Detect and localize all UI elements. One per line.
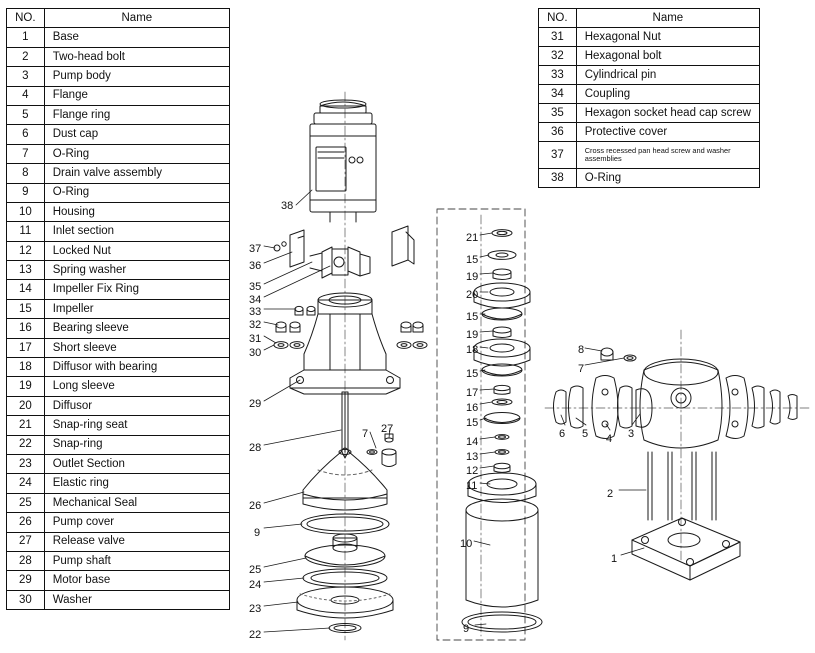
part-name: Long sleeve bbox=[44, 377, 229, 396]
table-row bbox=[539, 85, 760, 104]
callout-15: 15 bbox=[466, 417, 479, 429]
part-number: 10 bbox=[7, 202, 45, 221]
part-number: 12 bbox=[7, 241, 45, 260]
table-row bbox=[539, 169, 760, 188]
part-name: Cross recessed pan head screw and washer assemblies bbox=[576, 142, 759, 169]
table-header-row bbox=[539, 9, 760, 28]
part-number: 27 bbox=[7, 532, 45, 551]
table-row bbox=[7, 299, 230, 318]
part-number: 23 bbox=[7, 454, 45, 473]
table-row bbox=[7, 319, 230, 338]
part-number: 36 bbox=[539, 123, 577, 142]
column-header-no: NO. bbox=[7, 9, 45, 28]
callout-7: 7 bbox=[362, 428, 369, 440]
table-row bbox=[7, 241, 230, 260]
part-name: Hexagonal bolt bbox=[576, 47, 759, 66]
table-row bbox=[7, 47, 230, 66]
callout-31: 31 bbox=[249, 333, 262, 345]
motor-assembly bbox=[310, 100, 376, 222]
table-row bbox=[7, 144, 230, 163]
part-number: 26 bbox=[7, 513, 45, 532]
part-name: Inlet section bbox=[44, 222, 229, 241]
part-name: Bearing sleeve bbox=[44, 319, 229, 338]
callout-22: 22 bbox=[249, 629, 262, 641]
callout-9: 9 bbox=[463, 623, 470, 635]
callout-16: 16 bbox=[466, 402, 479, 414]
callout-23: 23 bbox=[249, 603, 262, 615]
part-number: 5 bbox=[7, 105, 45, 124]
callout-32: 32 bbox=[249, 319, 262, 331]
callout-5: 5 bbox=[582, 428, 589, 440]
part-number: 28 bbox=[7, 551, 45, 570]
table-row bbox=[7, 532, 230, 551]
part-name: Elastic ring bbox=[44, 474, 229, 493]
callout-8: 8 bbox=[578, 344, 585, 356]
callout-29: 29 bbox=[249, 398, 262, 410]
table-row bbox=[539, 66, 760, 85]
part-name: Pump cover bbox=[44, 513, 229, 532]
table-row bbox=[7, 202, 230, 221]
part-name: Pump shaft bbox=[44, 551, 229, 570]
mechanical-seal bbox=[305, 534, 385, 567]
part-name: Two-head bolt bbox=[44, 47, 229, 66]
callout-21: 21 bbox=[466, 232, 479, 244]
part-name: Pump body bbox=[44, 67, 229, 86]
outlet-section bbox=[297, 587, 393, 618]
part-name: Drain valve assembly bbox=[44, 164, 229, 183]
part-number: 19 bbox=[7, 377, 45, 396]
coupling-group bbox=[274, 226, 427, 348]
table-row bbox=[7, 338, 230, 357]
callout-24: 24 bbox=[249, 579, 262, 591]
part-number: 18 bbox=[7, 358, 45, 377]
o-ring-9 bbox=[301, 514, 389, 534]
table-row bbox=[539, 47, 760, 66]
part-number: 21 bbox=[7, 416, 45, 435]
part-number: 33 bbox=[539, 66, 577, 85]
callout-4: 4 bbox=[606, 433, 613, 445]
part-number: 24 bbox=[7, 474, 45, 493]
table-row bbox=[7, 435, 230, 454]
part-name: Base bbox=[44, 28, 229, 47]
part-name: Impeller Fix Ring bbox=[44, 280, 229, 299]
table-row bbox=[539, 123, 760, 142]
part-name: Mechanical Seal bbox=[44, 493, 229, 512]
part-number: 6 bbox=[7, 125, 45, 144]
callout-36: 36 bbox=[249, 260, 262, 272]
callout-1: 1 bbox=[611, 553, 618, 565]
part-name: O-Ring bbox=[44, 144, 229, 163]
part-number: 8 bbox=[7, 164, 45, 183]
elastic-ring bbox=[303, 569, 387, 587]
part-number: 32 bbox=[539, 47, 577, 66]
table-row bbox=[539, 104, 760, 123]
table-row bbox=[7, 86, 230, 105]
callout-15: 15 bbox=[466, 254, 479, 266]
part-number: 31 bbox=[539, 28, 577, 47]
part-number: 30 bbox=[7, 590, 45, 609]
part-number: 3 bbox=[7, 67, 45, 86]
part-number: 22 bbox=[7, 435, 45, 454]
part-name: Housing bbox=[44, 202, 229, 221]
part-number: 17 bbox=[7, 338, 45, 357]
callout-19: 19 bbox=[466, 329, 479, 341]
table-header-row bbox=[7, 9, 230, 28]
parts-table-right bbox=[538, 8, 760, 188]
part-name: Snap-ring seat bbox=[44, 416, 229, 435]
table-row bbox=[7, 183, 230, 202]
column-header-no: NO. bbox=[539, 9, 577, 28]
pump-shaft bbox=[340, 392, 350, 458]
part-number: 2 bbox=[7, 47, 45, 66]
part-name: Outlet Section bbox=[44, 454, 229, 473]
part-number: 16 bbox=[7, 319, 45, 338]
part-name: Short sleeve bbox=[44, 338, 229, 357]
callout-19: 19 bbox=[466, 271, 479, 283]
callout-9: 9 bbox=[254, 527, 261, 539]
callout-38: 38 bbox=[281, 200, 294, 212]
part-name: Cylindrical pin bbox=[576, 66, 759, 85]
table-row bbox=[7, 261, 230, 280]
part-number: 35 bbox=[539, 104, 577, 123]
part-name: Impeller bbox=[44, 299, 229, 318]
callout-10: 10 bbox=[460, 538, 473, 550]
callout-28: 28 bbox=[249, 442, 262, 454]
callout-27: 27 bbox=[381, 423, 394, 435]
part-number: 13 bbox=[7, 261, 45, 280]
parts-table-left bbox=[6, 8, 230, 610]
table-row bbox=[7, 416, 230, 435]
callout-37: 37 bbox=[249, 243, 262, 255]
part-name: O-Ring bbox=[44, 183, 229, 202]
snap-ring bbox=[329, 624, 361, 633]
part-name: Washer bbox=[44, 590, 229, 609]
table-row bbox=[7, 513, 230, 532]
table-row bbox=[7, 67, 230, 86]
part-number: 34 bbox=[539, 85, 577, 104]
column-header-name: Name bbox=[576, 9, 759, 28]
callout-13: 13 bbox=[466, 451, 479, 463]
part-name: Diffusor with bearing bbox=[44, 358, 229, 377]
part-number: 9 bbox=[7, 183, 45, 202]
table-row bbox=[7, 222, 230, 241]
callout-18: 18 bbox=[466, 344, 479, 356]
table-row bbox=[7, 105, 230, 124]
callout-15: 15 bbox=[466, 368, 479, 380]
part-name: Coupling bbox=[576, 85, 759, 104]
part-name: Flange bbox=[44, 86, 229, 105]
callout-15: 15 bbox=[466, 311, 479, 323]
callout-20: 20 bbox=[466, 289, 479, 301]
part-number: 20 bbox=[7, 396, 45, 415]
table-row bbox=[7, 454, 230, 473]
table-row bbox=[7, 377, 230, 396]
table-row bbox=[7, 358, 230, 377]
callout-7: 7 bbox=[578, 363, 585, 375]
part-number: 4 bbox=[7, 86, 45, 105]
part-number: 7 bbox=[7, 144, 45, 163]
callout-34: 34 bbox=[249, 294, 262, 306]
part-number: 37 bbox=[539, 142, 577, 169]
part-number: 15 bbox=[7, 299, 45, 318]
callout-6: 6 bbox=[559, 428, 566, 440]
callout-30: 30 bbox=[249, 347, 262, 359]
table-row bbox=[7, 571, 230, 590]
callout-3: 3 bbox=[628, 428, 635, 440]
callout-33: 33 bbox=[249, 306, 262, 318]
part-name: O-Ring bbox=[576, 169, 759, 188]
table-row bbox=[7, 280, 230, 299]
table-row bbox=[7, 551, 230, 570]
part-number: 11 bbox=[7, 222, 45, 241]
callout-26: 26 bbox=[249, 500, 262, 512]
motor-base bbox=[290, 293, 400, 394]
table-row bbox=[7, 28, 230, 47]
callout-17: 17 bbox=[466, 387, 479, 399]
part-number: 1 bbox=[7, 28, 45, 47]
callout-35: 35 bbox=[249, 281, 262, 293]
table-row bbox=[7, 396, 230, 415]
callout-12: 12 bbox=[466, 465, 479, 477]
callout-11: 11 bbox=[466, 480, 478, 492]
part-name: Release valve bbox=[44, 532, 229, 551]
table-row bbox=[7, 590, 230, 609]
pump-body-assembly bbox=[554, 348, 798, 580]
part-number: 25 bbox=[7, 493, 45, 512]
callout-14: 14 bbox=[466, 436, 479, 448]
part-number: 29 bbox=[7, 571, 45, 590]
part-name: Spring washer bbox=[44, 261, 229, 280]
pump-cover bbox=[303, 448, 387, 510]
table-row bbox=[539, 142, 760, 169]
part-number: 38 bbox=[539, 169, 577, 188]
part-name: Motor base bbox=[44, 571, 229, 590]
part-number: 14 bbox=[7, 280, 45, 299]
part-name: Hexagon socket head cap screw bbox=[576, 104, 759, 123]
table-row bbox=[7, 474, 230, 493]
table-row bbox=[7, 125, 230, 144]
table-row bbox=[539, 28, 760, 47]
column-header-name: Name bbox=[44, 9, 229, 28]
callout-25: 25 bbox=[249, 564, 262, 576]
table-row bbox=[7, 493, 230, 512]
part-name: Hexagonal Nut bbox=[576, 28, 759, 47]
callout-2: 2 bbox=[607, 488, 614, 500]
part-name: Diffusor bbox=[44, 396, 229, 415]
release-valve bbox=[367, 434, 396, 467]
part-name: Flange ring bbox=[44, 105, 229, 124]
part-name: Protective cover bbox=[576, 123, 759, 142]
part-name: Dust cap bbox=[44, 125, 229, 144]
part-name: Locked Nut bbox=[44, 241, 229, 260]
part-name: Snap-ring bbox=[44, 435, 229, 454]
table-row bbox=[7, 164, 230, 183]
